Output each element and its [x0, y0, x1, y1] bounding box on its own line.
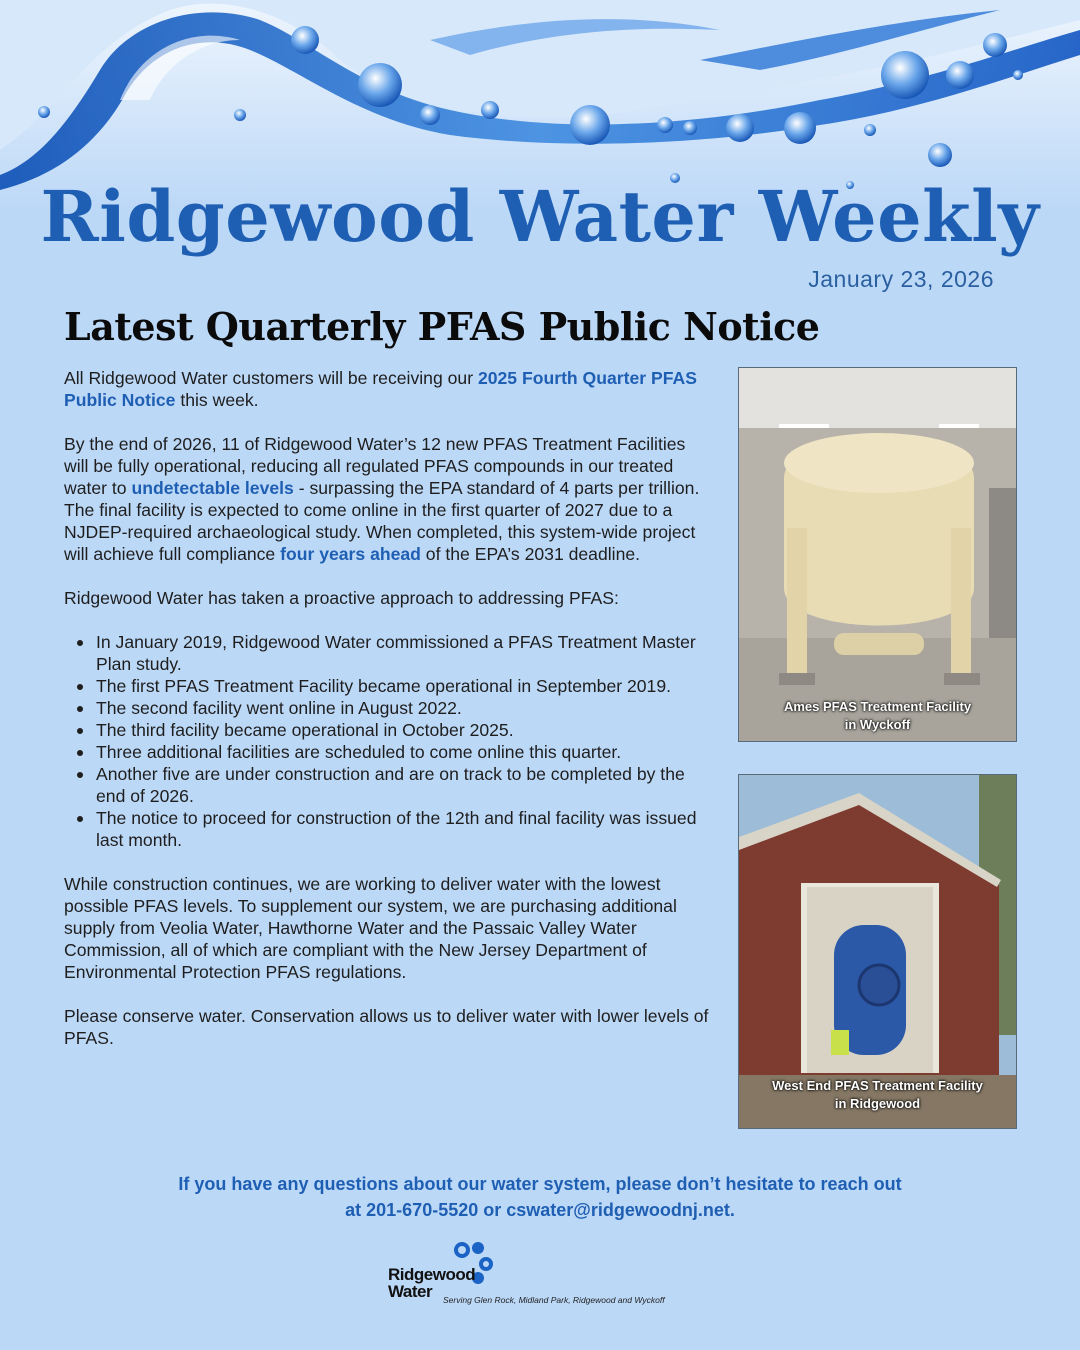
list-item: The second facility went online in August 2022.: [64, 697, 714, 719]
list-item: The notice to proceed for construction of the 12th and final facility was issued last month.: [64, 807, 714, 851]
list-item: The third facility became operational in October 2025.: [64, 719, 714, 741]
article-headline: Latest Quarterly PFAS Public Notice: [64, 304, 820, 349]
logo-name-line: Ridgewood: [388, 1265, 476, 1284]
approach-paragraph: Ridgewood Water has taken a proactive approach to addressing PFAS:: [64, 588, 619, 608]
caption-line: in Ridgewood: [834, 1096, 921, 1111]
caption-line: Ames PFAS Treatment Facility: [783, 699, 972, 714]
completion-text-a: By the end of 2026, 11 of Ridgewood Water’s 12 new PFAS Treatment Facilities will be fully operational, reducing all regulated PFAS compounds in our treated water to: [64, 434, 686, 498]
completion-text-c: of the EPA’s 2031 deadline.: [420, 544, 641, 564]
tank-illustration: [739, 368, 1017, 742]
undetectable-highlight: undetectable levels: [131, 478, 294, 498]
logo-tagline: Serving Glen Rock, Midland Park, Ridgewood and Wyckoff: [443, 1295, 665, 1305]
caption-line: West End PFAS Treatment Facility: [772, 1078, 983, 1093]
intro-text-end: this week.: [175, 390, 259, 410]
contact-line: If you have any questions about our water system, please don’t hesitate to reach out: [178, 1174, 902, 1194]
list-item: The first PFAS Treatment Facility became operational in September 2019.: [64, 675, 714, 697]
supply-paragraph: While construction continues, we are working to deliver water with the lowest possible PFAS levels. To supplement our system, we are purchasing additional supply from Veolia Water, Hawthorne Water and the Passaic Valley Water Commission, all of which are compliant with the New Jersey Department of Environmental Protection PFAS regulations.: [64, 874, 677, 982]
article-body: [64, 367, 714, 1071]
west-end-photo-caption: [739, 1077, 1016, 1113]
conserve-paragraph: Please conserve water. Conservation allows us to deliver water with lower levels of PFAS.: [64, 1006, 709, 1048]
intro-text: All Ridgewood Water customers will be receiving our: [64, 368, 478, 388]
milestone-list: [64, 631, 714, 851]
contact-callout: [0, 1171, 1080, 1223]
contact-line: at 201-670-5520 or cswater@ridgewoodnj.net.: [345, 1200, 735, 1220]
caption-line: in Wyckoff: [844, 717, 911, 732]
ames-facility-photo: [738, 367, 1017, 742]
newsletter-masthead: Ridgewood Water Weekly: [40, 175, 1040, 258]
issue-date: January 23, 2026: [808, 266, 994, 292]
brick-building-illustration: [739, 775, 1017, 1129]
completion-text-b: - surpassing the EPA standard of 4 parts per trillion. The final facility is expected to come online in the first quarter of 2027 due to a NJDEP-required archaeological study. When completed, this system-wide project will achieve full compliance: [64, 478, 700, 564]
list-item: Three additional facilities are scheduled to come online this quarter.: [64, 741, 714, 763]
ridgewood-water-logo: [388, 1238, 678, 1310]
completion-paragraph: [64, 433, 714, 565]
list-item: In January 2019, Ridgewood Water commissioned a PFAS Treatment Master Plan study.: [64, 631, 714, 675]
intro-paragraph: [64, 367, 714, 411]
ames-photo-caption: [739, 698, 1016, 734]
four-years-highlight: four years ahead: [280, 544, 421, 564]
list-item: Another five are under construction and are on track to be completed by the end of 2026.: [64, 763, 714, 807]
intro-highlight: 2025 Fourth Quarter PFAS Public Notice: [64, 368, 697, 410]
west-end-facility-photo: [738, 774, 1017, 1129]
logo-name-line: Water: [388, 1282, 433, 1301]
